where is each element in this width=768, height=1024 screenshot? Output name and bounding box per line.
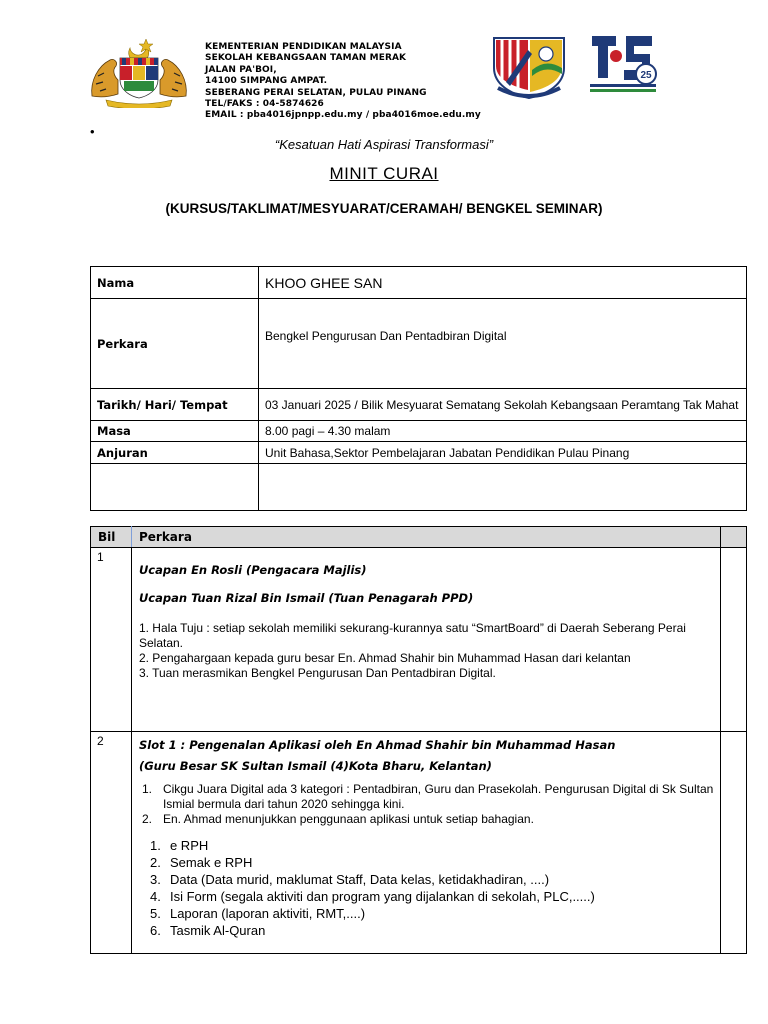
anjuran-label: Anjuran xyxy=(91,442,259,464)
school-address-block xyxy=(205,42,481,122)
list-text: e RPH xyxy=(169,838,209,853)
row1-bil: 1 xyxy=(91,548,132,732)
list-item xyxy=(149,854,714,871)
info-row-anjuran xyxy=(91,442,747,464)
letterhead-line: TEL/FAKS : 04-5874626 xyxy=(205,99,324,110)
list-number: 1. xyxy=(141,782,152,796)
page-title: MINIT CURAI xyxy=(329,164,439,183)
anjuran-value: Unit Bahasa,Sektor Pembelajaran Jabatan Pendidikan Pulau Pinang xyxy=(259,442,747,464)
list-item xyxy=(149,922,714,939)
letterhead-line: KEMENTERIAN PENDIDIKAN MALAYSIA xyxy=(205,42,402,52)
info-row-perkara xyxy=(91,299,747,389)
tarikh-label: Tarikh/ Hari/ Tempat xyxy=(91,389,259,421)
perkara-label: Perkara xyxy=(91,299,259,389)
school-logo xyxy=(488,30,570,100)
masa-value: 8.00 pagi – 4.30 malam xyxy=(259,421,747,442)
header-empty xyxy=(721,527,747,548)
nama-label: Nama xyxy=(91,267,259,299)
list-number: 1. xyxy=(149,838,161,853)
masa-label: Masa xyxy=(91,421,259,442)
header-bil: Bil xyxy=(91,527,132,548)
list-number: 5. xyxy=(149,906,161,921)
row1-content xyxy=(131,548,720,732)
list-text: Data (Data murid, maklumat Staff, Data kelas, ketidakhadiran, ....) xyxy=(169,872,550,887)
row1-heading1: Ucapan En Rosli (Pengacara Majlis) xyxy=(138,563,367,577)
row2-heading1: Slot 1 : Pengenalan Aplikasi oleh En Ahmad Shahir bin Muhammad Hasan xyxy=(138,738,616,752)
list-item xyxy=(141,782,714,812)
letterhead-line: SEBERANG PERAI SELATAN, PULAU PINANG xyxy=(205,87,427,98)
header-perkara: Perkara xyxy=(131,527,720,548)
list-item xyxy=(149,905,714,922)
perkara-value: Bengkel Pengurusan Dan Pentadbiran Digital xyxy=(259,299,747,389)
list-item xyxy=(141,812,714,827)
empty-value-cell xyxy=(259,464,747,511)
list-text: Laporan (laporan aktiviti, RMT,....) xyxy=(169,906,366,921)
list-number: 6. xyxy=(149,923,161,938)
ts25-logo-number: 25 xyxy=(640,70,652,81)
row2-heading2: (Guru Besar SK Sultan Ismail (4)Kota Bharu, Kelantan) xyxy=(138,759,492,773)
row1-empty xyxy=(721,548,747,732)
info-row-tarikh xyxy=(91,389,747,421)
list-text: En. Ahmad menunjukkan penggunaan aplikasi untuk setiap bahagian. xyxy=(162,812,534,826)
list-text: Isi Form (segala aktiviti dan program yang dijalankan di sekolah, PLC,.....) xyxy=(169,889,595,904)
tarikh-value: 03 Januari 2025 / Bilik Mesyuarat Sematang Sekolah Kebangsaan Peramtang Tak Mahat xyxy=(259,389,747,421)
info-row-masa xyxy=(91,421,747,442)
row2-numbered-list xyxy=(141,782,714,827)
row2-empty xyxy=(721,732,747,954)
info-row-empty xyxy=(91,464,747,511)
page-subtitle: (KURSUS/TAKLIMAT/MESYUARAT/CERAMAH/ BENGKEL SEMINAR) xyxy=(165,201,603,216)
row1-point-3: 3. Tuan merasmikan Bengkel Pengurusan Dan Pentadbiran Digital. xyxy=(138,666,496,680)
nama-value: KHOO GHEE SAN xyxy=(259,267,747,299)
list-item xyxy=(149,888,714,905)
letterhead-line: 14100 SIMPANG AMPAT. xyxy=(205,76,328,87)
info-row-nama xyxy=(91,267,747,299)
list-text: Cikgu Juara Digital ada 3 kategori : Pentadbiran, Guru dan Prasekolah. Pengurusan Digital di Sk Sultan Ismial bermula dari tahun 2020 sehingga kini. xyxy=(162,782,714,811)
letterhead-line: SEKOLAH KEBANGSAAN TAMAN MERAK xyxy=(205,53,407,64)
row1-point-2: 2. Pengahargaan kepada guru besar En. Ahmad Shahir bin Muhammad Hasan dari kelantan xyxy=(138,651,631,665)
list-number: 2. xyxy=(141,812,152,826)
empty-label-cell xyxy=(91,464,259,511)
row1-point-1: 1. Hala Tuju : setiap sekolah memiliki sekurang-kurannya satu “SmartBoard” di Daerah Seberang Perai Selatan. xyxy=(138,621,686,650)
list-text: Semak e RPH xyxy=(169,855,253,870)
list-item xyxy=(149,837,714,854)
row2-content xyxy=(131,732,720,954)
ts25-logo xyxy=(586,28,660,98)
agenda-header-row xyxy=(91,527,747,548)
list-number: 2. xyxy=(149,855,161,870)
motto: “Kesatuan Hati Aspirasi Transformasi” xyxy=(274,137,494,152)
list-number: 4. xyxy=(149,889,161,904)
row1-heading2: Ucapan Tuan Rizal Bin Ismail (Tuan Penagarah PPD) xyxy=(138,591,474,605)
letterhead-line: JALAN PA'BOI, xyxy=(205,64,277,75)
list-number: 3. xyxy=(149,872,161,887)
info-table xyxy=(90,266,747,511)
agenda-row-2 xyxy=(91,732,747,954)
row2-apps-list xyxy=(149,837,714,939)
malaysia-coat-of-arms-logo xyxy=(84,36,194,108)
row2-bil: 2 xyxy=(91,732,132,954)
bullet-mark: • xyxy=(90,124,95,139)
list-item xyxy=(149,871,714,888)
agenda-row-1 xyxy=(91,548,747,732)
letterhead-line: EMAIL : pba4016jpnpp.edu.my / pba4016moe.edu.my xyxy=(205,110,481,121)
agenda-table xyxy=(90,526,747,954)
list-text: Tasmik Al-Quran xyxy=(169,923,266,938)
